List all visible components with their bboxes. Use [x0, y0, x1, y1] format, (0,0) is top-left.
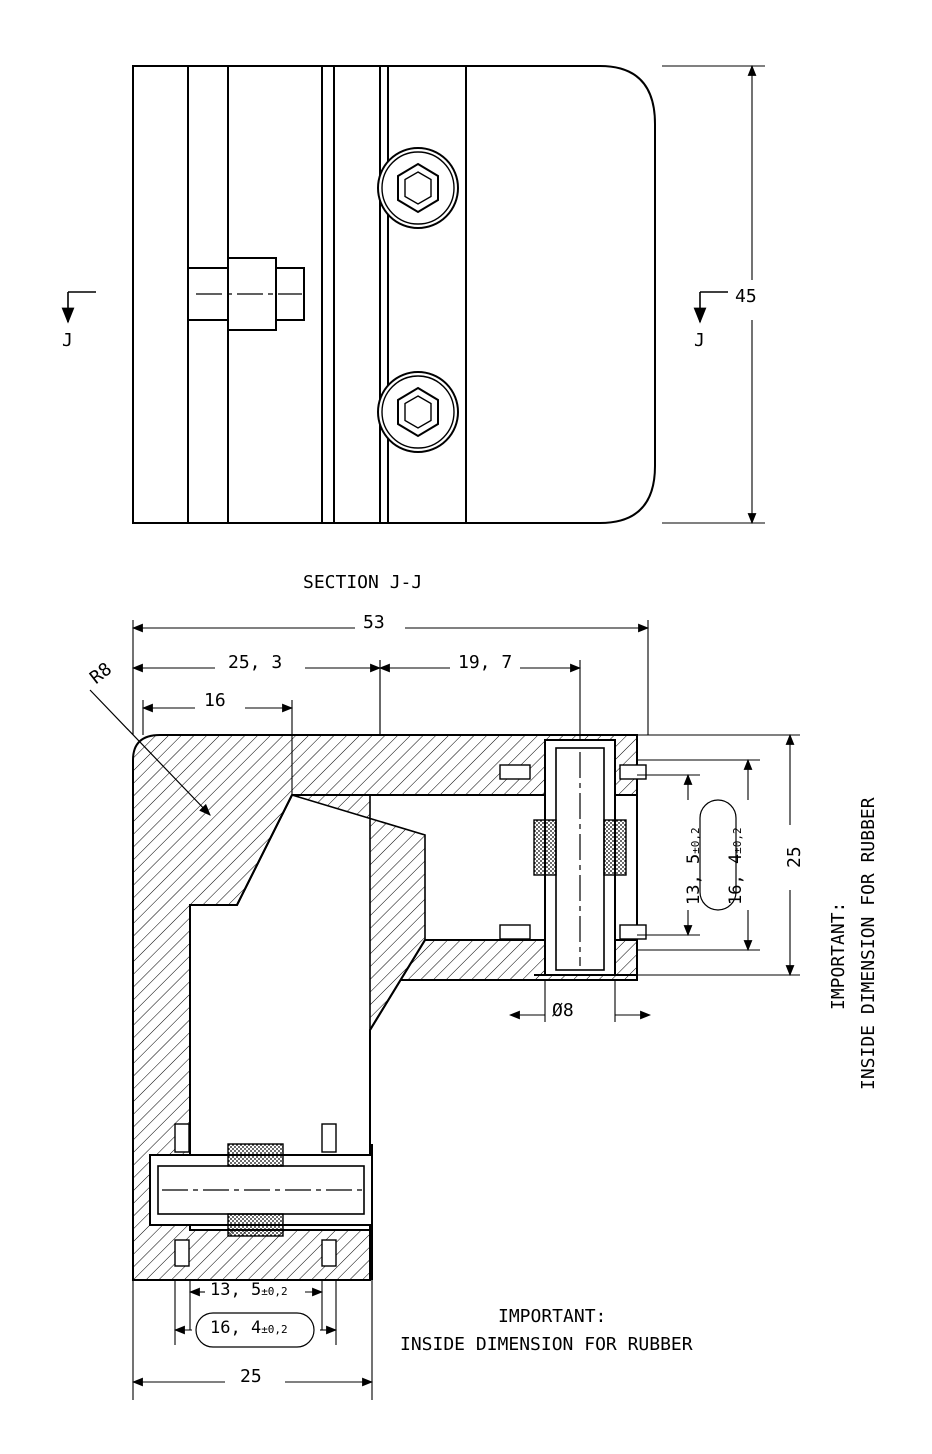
top-view	[133, 66, 655, 523]
dim-19-7-label: 19, 7	[458, 652, 513, 673]
radius-r8-label: R8	[86, 658, 117, 689]
dim-53	[133, 620, 648, 735]
dim-45-label: 45	[735, 286, 757, 307]
tolerance-outer-right: ±0,2	[731, 827, 744, 854]
dim-dia8	[510, 980, 650, 1022]
side-important-label: IMPORTANT:	[828, 901, 849, 1010]
important-text: INSIDE DIMENSION FOR RUBBER	[400, 1334, 693, 1355]
dim-53-label: 53	[363, 612, 385, 633]
section-title: SECTION J-J	[303, 572, 423, 593]
dim-rubber-right-inner-label: 13, 5±0,2	[684, 827, 704, 905]
tolerance-inner-bottom: ±0,2	[261, 1285, 288, 1298]
section-arrow-right	[700, 292, 728, 322]
dim-25-3-label: 25, 3	[228, 652, 283, 673]
section-mark-right-label: J	[694, 330, 705, 351]
dim-16-label: 16	[204, 690, 226, 711]
section-mark-left-label: J	[62, 330, 73, 351]
dim-right-25	[637, 735, 800, 975]
dim-rubber-bottom-inner-label: 13, 5±0,2	[210, 1280, 288, 1300]
tolerance-outer-bottom: ±0,2	[261, 1323, 288, 1336]
important-label: IMPORTANT:	[498, 1306, 607, 1327]
dim-rubber-right-outer-label: 16, 4±0,2	[726, 827, 746, 905]
dim-bottom-25-label: 25	[240, 1366, 262, 1387]
section-arrow-left	[68, 292, 96, 322]
tolerance-inner-right: ±0,2	[689, 827, 702, 854]
dim-right-25-label: 25	[784, 846, 805, 868]
dim-rubber-bottom-outer-label: 16, 4±0,2	[210, 1318, 288, 1338]
dim-dia8-label: Ø8	[552, 1000, 574, 1021]
side-important-text: INSIDE DIMENSION FOR RUBBER	[858, 797, 879, 1090]
